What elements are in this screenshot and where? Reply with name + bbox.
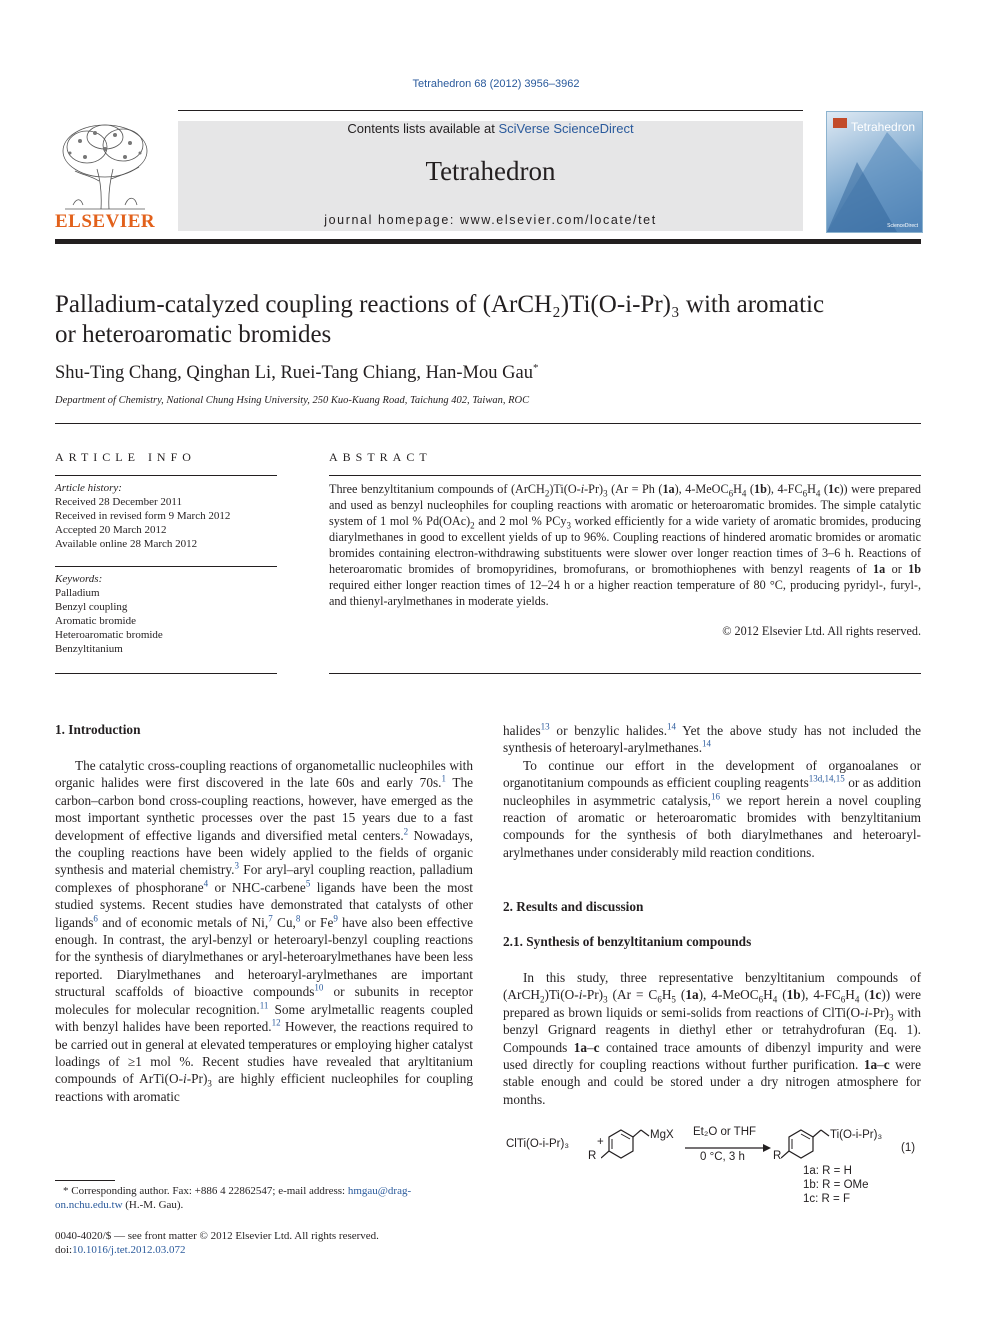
scheme-variant: 1c: R = F [803, 1193, 850, 1205]
scheme-mgx: MgX [650, 1129, 674, 1141]
elsevier-wordmark: ELSEVIER [55, 211, 156, 232]
rule-info [55, 475, 277, 476]
header-rule-top [178, 110, 803, 111]
keyword[interactable]: Palladium [55, 587, 100, 599]
journal-homepage[interactable]: journal homepage: www.elsevier.com/locate/tet [324, 213, 657, 227]
article-title [55, 290, 925, 350]
authors: Shu-Ting Chang, Qinghan Li, Ruei-Tang Chiang, Han-Mou Gau [55, 363, 533, 383]
abstract-copyright: © 2012 Elsevier Ltd. All rights reserved. [722, 624, 921, 638]
header-rule-thick [55, 239, 921, 244]
journal-citation[interactable]: Tetrahedron 68 (2012) 3956–3962 [412, 78, 580, 90]
cover-title: Tetrahedron [851, 120, 916, 134]
introduction-text: The catalytic cross-coupling reactions of organometallic nucleophiles with organic halides were first discovered in the late 60s and early 70s.$^1$ The carbon–carbon bond cross-coupling reactions, however, have emerged as the most important synthetic processes over the past 15 years due to a fast development of effective ligands and diversified metal centers.$^2$ Nowadays, the coupling reactions have been widely applied to the fields of organic synthesis and material chemistry.$^3$ For aryl–aryl coupling reaction, palladium complexes of phosphorane$^4$ or NHC-carbene$^5$ ligands have been the most studied systems. Recent studies have demonstrated that catalysts of other ligands$^6$ and of economic metals of Ni,$^7$ Cu,$^8$ or Fe$^9$ have also been effective enough. In contrast, the aryl-benzyl or heteroaryl-benzyl coupling reactions for the synthesis of diarylmethanes or aryl-heteroarylmethanes have been less reported. Diarylmethanes and heteroaryl-arylmethanes are important structural scaffolds of bioactive compounds$^{10}$ or subunits in receptor molecules for molecular recognition.$^{11}$ Some arylmetallic reagents coupled with benzyl halides have been reported.$^{12}$ However, the reactions required to be carried out in general at elevated temperatures or employing higher catalyst loadings of ≥1 mol %. Recent studies have revealed that aryltitanium compounds of $ArTi(O-i-Pr)_3$ are highly efficient nucleophiles for coupling reactions with aromatic [55, 758, 473, 1104]
history-item: Available online 28 March 2012 [55, 538, 198, 550]
journal-name: Tetrahedron [425, 156, 556, 186]
doi-link[interactable]: 10.1016/j.tet.2012.03.072 [72, 1244, 186, 1256]
section-heading-introduction: 1. Introduction [55, 722, 141, 737]
corresponding-author-mark[interactable]: * [532, 361, 539, 374]
abstract-body: Three benzyltitanium compounds of $(ArCH_2)Ti(O-i-Pr)_3$ (Ar = Ph (1a), $4-MeOC_6H_4$ (1b), $4-FC_6H_4$ (1c)) were prepared and used as benzyl nucleophiles for coupling reactions with aromatic or heteroaromatic bromides. The simple catalytic system of 1 mol % $Pd(OAc)_2$ and 2 mol % PCy$_3$ worked efficiently for a wide variety of aromatic bromides, producing diarylmethanes in good to excellent yields of up to 96%. Coupling reactions of hindered aromatic bromides or aromatic bromides containing electron-withdrawing substituents were slower over longer reaction times of 3–6 h. Reactions of heteroaromatic bromides of bromopyridines, bromofurans, or bromothiophenes with benzyl reagents of 1a or 1b required either longer reaction times of 12–24 h or a higher reaction temperature of 80 °C, producing pyridyl-, furyl-, and thienyl-arylmethanes in moderate yields. [329, 482, 922, 608]
history-item: Accepted 20 March 2012 [55, 524, 167, 536]
introduction-text-continued: halides$^{13}$ or benzylic halides.$^{14}$ Yet the above study has not included the synthesis of heteroaryl-arylmethanes.$^{14}$ To continue our effort in the development of organoalanes or organotitanium compounds as efficient coupling reagents$^{13d,14,15}$ or as addition nucleophiles in asymmetric catalysis,$^{16}$ we report herein a novel coupling reaction of aromatic or heteroaromatic bromides with benzyltitanium compounds for the synthesis of both diarylmethanes and heteroaryl-arylmethanes under considerably mild reaction conditions. [503, 721, 922, 860]
author-list [55, 363, 538, 384]
keyword[interactable]: Benzyl coupling [55, 601, 128, 613]
tree-icon [55, 121, 155, 211]
sciencedirect-link[interactable]: SciVerse ScienceDirect [498, 121, 634, 136]
equation-number: (1) [901, 1142, 916, 1154]
title-line-1: Palladium-catalyzed coupling reactions of (ArCH₂)Ti(O-i-Pr)₃ with aromatic [55, 291, 825, 318]
keywords [55, 572, 277, 656]
cover-subtitle: ScienceDirect [887, 223, 918, 229]
rule-keywords [55, 566, 277, 567]
scheme-conditions-bottom: 0 °C, 3 h [700, 1151, 745, 1163]
footnote-text: * Corresponding author. Fax: +886 4 22862547; e-mail address: [63, 1185, 348, 1197]
synthesis-text: In this study, three representative benzyltitanium compounds of $(ArCH_2)Ti(O-i-Pr)_3$ ($Ar = C_6H_5$ (1a), $4-MeOC_6H_4$ (1b), $4-FC_6H_4$ (1c)) were prepared as brown liquids or semi-solids from reactions of $ClTi(O-i-Pr)_3$ with benzyl Grignard reagents in diethyl ether or tetrahydrofuran (Eq. 1). Compounds 1a–c contained trace amounts of dibenzyl impurity and were used directly for coupling reactions without further purification. 1a–c were stable enough and could be stored under a dry nitrogen atmosphere for months. [503, 970, 921, 1107]
rule-above-info [55, 423, 921, 424]
keyword[interactable]: Aromatic bromide [55, 615, 136, 627]
front-matter [55, 1229, 473, 1257]
history-item: Received in revised form 9 March 2012 [55, 510, 231, 522]
scheme-variant: 1a: R = H [803, 1165, 852, 1177]
keywords-label: Keywords: [55, 573, 103, 585]
rule-abstract [329, 475, 921, 476]
subsection-heading-synthesis: 2.1. Synthesis of benzyltitanium compounds [503, 934, 752, 949]
scheme-variant: 1b: R = OMe [803, 1179, 869, 1191]
affiliation: Department of Chemistry, National Chung Hsing University, 250 Kuo-Kuang Road, Taichung 402, Taiwan, ROC [55, 395, 530, 406]
scheme-product: Ti(O-i-Pr)₃ [830, 1129, 883, 1141]
issn-line: 0040-4020/$ — see front matter © 2012 Elsevier Ltd. All rights reserved. [55, 1230, 379, 1242]
footnote-suffix: (H.-M. Gau). [122, 1199, 184, 1211]
article-history [55, 481, 277, 551]
corresponding-footnote [55, 1184, 473, 1212]
doi-prefix: doi: [55, 1244, 73, 1256]
history-label: Article history: [55, 482, 122, 494]
scheme-r-left: R [588, 1150, 597, 1162]
abstract-heading: ABSTRACT [329, 450, 432, 464]
reaction-scheme [503, 1120, 921, 1210]
scheme-plus: + [597, 1136, 604, 1148]
title-line-2: or heteroaromatic bromides [55, 321, 332, 348]
rule-info-bottom [55, 673, 277, 674]
email-link[interactable]: hmgau@drag- [347, 1185, 412, 1197]
contents-line [178, 121, 803, 136]
history-item: Received 28 December 2011 [55, 496, 182, 508]
journal-cover-thumbnail [826, 111, 923, 233]
scheme-reagent-left: ClTi(O-i-Pr)₃ [506, 1138, 570, 1150]
section-heading-results: 2. Results and discussion [503, 899, 644, 914]
keyword[interactable]: Heteroaromatic bromide [55, 629, 163, 641]
scheme-r-right: R [773, 1150, 782, 1162]
email-link-continued[interactable]: on.nchu.edu.tw [55, 1199, 123, 1211]
article-info-heading: ARTICLE INFO [55, 450, 196, 464]
rule-abstract-bottom [329, 673, 921, 674]
footnote-rule [55, 1180, 115, 1181]
contents-prefix: Contents lists available at [347, 121, 499, 136]
keyword[interactable]: Benzyltitanium [55, 643, 123, 655]
scheme-conditions-top: Et₂O or THF [693, 1126, 757, 1138]
